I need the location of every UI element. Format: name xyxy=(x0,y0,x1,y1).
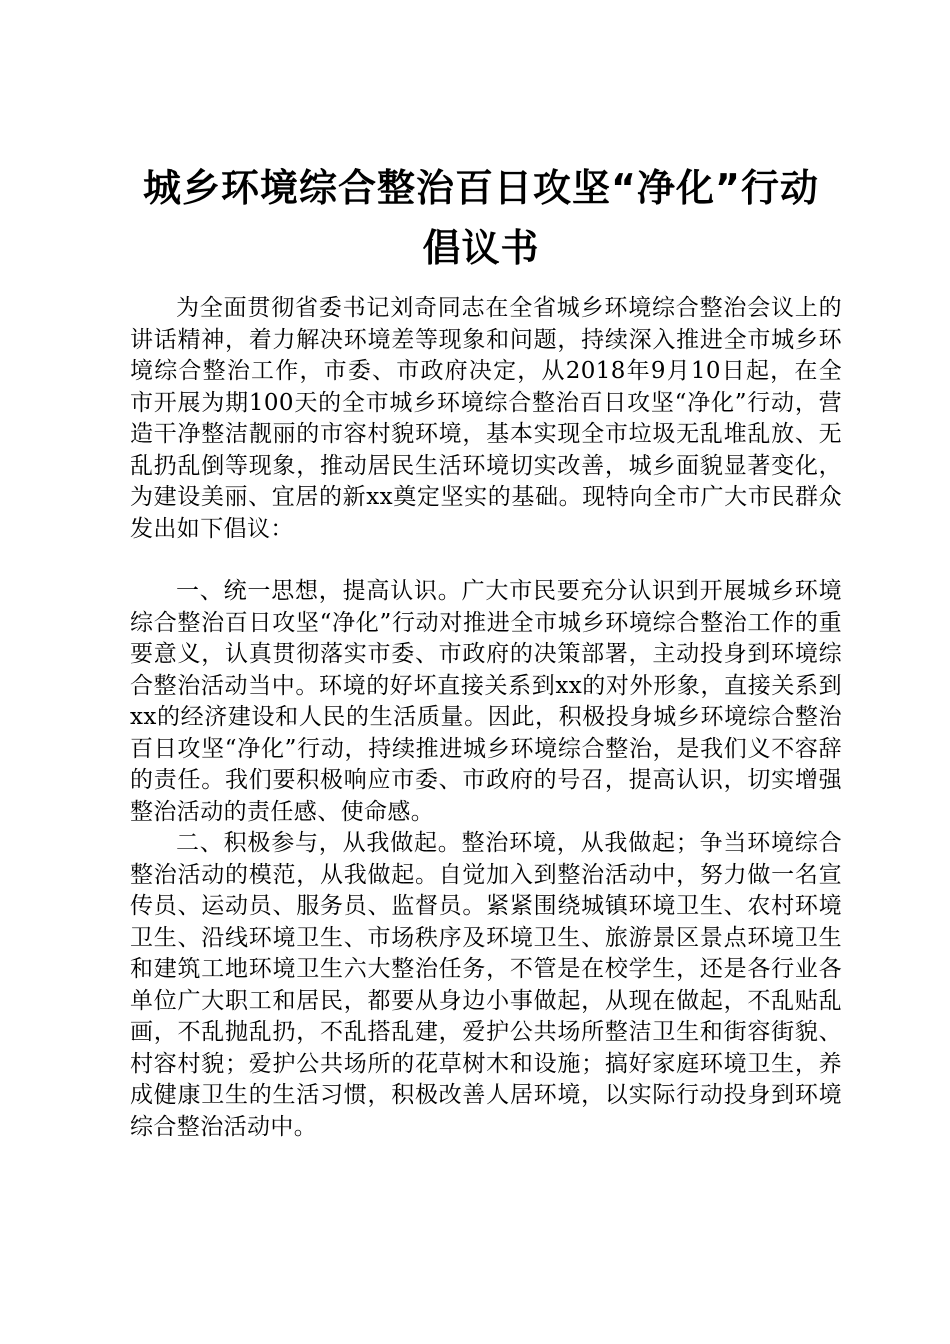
paragraph-intro: 为全面贯彻省委书记刘奇同志在全省城乡环境综合整治会议上的讲话精神，着力解决环境差等现象和问题，持续深入推进全市城乡环境综合整治工作，市委、市政府决定，从2018年9月10日起，在全市开展为期100天的全市城乡环境综合整治百日攻坚“净化”行动，营造干净整洁靓丽的市容村貌环境，基本实现全市垃圾无乱堆乱放、无乱扔乱倒等现象，推动居民生活环境切实改善，城乡面貌显著变化，为建设美丽、宜居的新xx奠定坚实的基础。现特向全市广大市民群众发出如下倡议： xyxy=(130,295,842,542)
paragraph-section-1: 一、统一思想，提高认识。广大市民要充分认识到开展城乡环境综合整治百日攻坚“净化”行动对推进全市城乡环境综合整治工作的重要意义，认真贯彻落实市委、市政府的决策部署，主动投身到环境综合整治活动当中。环境的好坏直接关系到xx的对外形象，直接关系到xx的经济建设和人民的生活质量。因此，积极投身城乡环境综合整治百日攻坚“净化”行动，持续推进城乡环境综合整治，是我们义不容辞的责任。我们要积极响应市委、市政府的号召，提高认识，切实增强整治活动的责任感、使命感。 xyxy=(130,578,842,825)
paragraph-section-2: 二、积极参与，从我做起。整治环境，从我做起；争当环境综合整治活动的模范，从我做起。自觉加入到整治活动中，努力做一名宣传员、运动员、服务员、监督员。紧紧围绕城镇环境卫生、农村环境卫生、沿线环境卫生、市场秩序及环境卫生、旅游景区景点环境卫生和建筑工地环境卫生六大整治任务，不管是在校学生，还是各行业各单位广大职工和居民，都要从身边小事做起，从现在做起，不乱贴乱画，不乱抛乱扔，不乱搭乱建，爱护公共场所整洁卫生和街容街貌、村容村貌；爱护公共场所的花草树木和设施；搞好家庭环境卫生，养成健康卫生的生活习惯，积极改善人居环境，以实际行动投身到环境综合整治活动中。 xyxy=(130,830,842,1140)
document-title: 城乡环境综合整治百日攻坚“净化”行动倡议书 xyxy=(143,166,819,270)
document-body xyxy=(130,293,842,1143)
